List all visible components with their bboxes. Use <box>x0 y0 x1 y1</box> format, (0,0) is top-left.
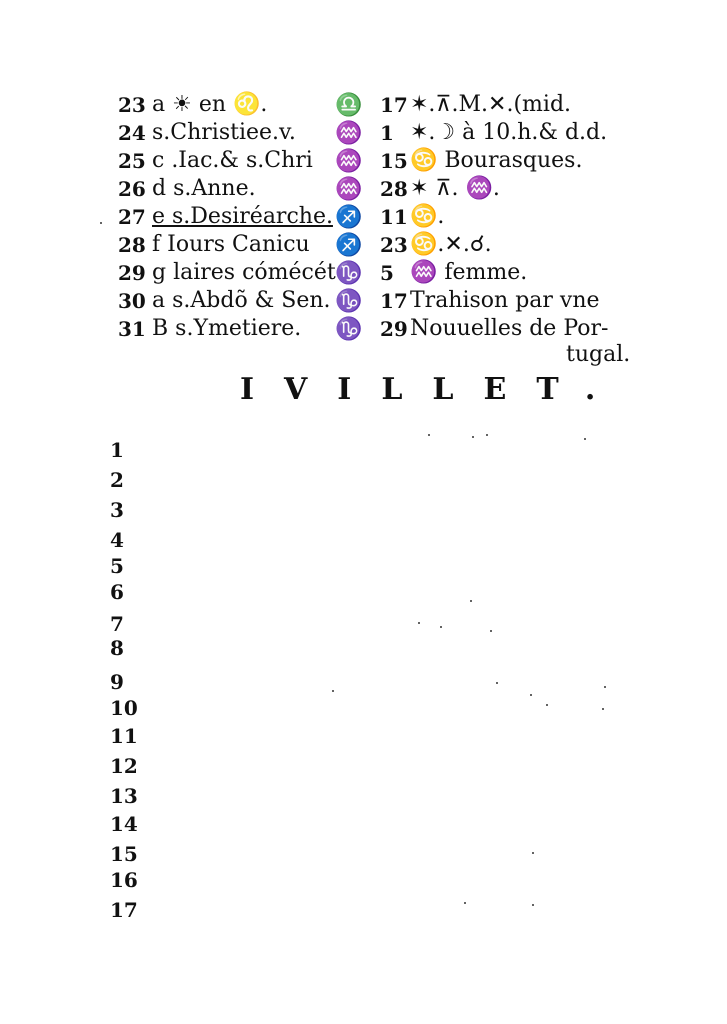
degree-number: 28 <box>380 177 408 201</box>
july-day-number: 17 <box>110 898 138 922</box>
scan-speck <box>532 852 534 854</box>
degree-number: 17 <box>380 289 408 313</box>
zodiac-sign-icon: ♑ <box>335 260 363 286</box>
aspect-text: ✶.☽ à 10.h.& d.d. <box>410 120 608 145</box>
scan-speck <box>428 434 430 436</box>
day-number: 25 <box>118 149 146 173</box>
july-day-number: 10 <box>110 696 138 720</box>
scan-speck <box>464 902 466 904</box>
day-number: 27 <box>118 205 146 229</box>
feast-text: g laires cómécét <box>152 260 336 285</box>
scan-speck <box>604 686 606 688</box>
july-day-number: 8 <box>110 636 124 660</box>
feast-text: B s.Ymetiere. <box>152 316 302 341</box>
calendar-row <box>0 202 727 232</box>
july-day-number: 5 <box>110 554 124 578</box>
calendar-row <box>0 258 727 288</box>
july-day-number: 16 <box>110 868 138 892</box>
feast-text: a s.Abdõ & Sen. <box>152 288 331 313</box>
zodiac-sign-icon: ♑ <box>335 288 363 314</box>
scan-speck <box>496 682 498 684</box>
feast-text: f Iours Canicu <box>152 232 310 257</box>
calendar-row <box>0 118 727 148</box>
july-day-number: 15 <box>110 842 138 866</box>
aspect-text: Trahison par vne <box>410 288 600 313</box>
aspect-text: Nouuelles de Por- <box>410 316 609 341</box>
july-day-number: 1 <box>110 438 124 462</box>
aspect-text: ♋. <box>410 204 445 229</box>
month-title: IVILLET. <box>240 372 626 407</box>
zodiac-sign-icon: ♐ <box>335 204 363 230</box>
scan-speck <box>532 904 534 906</box>
calendar-row <box>0 90 727 120</box>
feast-text: s.Christiee.v. <box>152 120 296 145</box>
degree-number: 1 <box>380 121 394 145</box>
day-number: 24 <box>118 121 146 145</box>
calendar-row <box>0 146 727 176</box>
zodiac-sign-icon: ♒ <box>335 176 363 202</box>
scan-speck <box>602 708 604 710</box>
zodiac-sign-icon: ♎ <box>335 92 363 118</box>
aspect-text: ✶.⊼.M.✕.(mid. <box>410 92 572 117</box>
day-number: 29 <box>118 261 146 285</box>
july-day-number: 12 <box>110 754 138 778</box>
scan-speck <box>100 222 102 224</box>
aspect-text: tugal. <box>566 342 631 367</box>
zodiac-sign-icon: ♒ <box>335 120 363 146</box>
calendar-row <box>0 286 727 316</box>
degree-number: 11 <box>380 205 408 229</box>
calendar-row-continuation <box>0 340 727 370</box>
calendar-row <box>0 174 727 204</box>
degree-number: 29 <box>380 317 408 341</box>
july-day-number: 9 <box>110 670 124 694</box>
day-number: 31 <box>118 317 146 341</box>
scan-speck <box>418 622 420 624</box>
scan-speck <box>490 630 492 632</box>
july-day-number: 11 <box>110 724 138 748</box>
day-number: 28 <box>118 233 146 257</box>
scan-speck <box>530 694 532 696</box>
scan-speck <box>332 690 334 692</box>
day-number: 23 <box>118 93 146 117</box>
day-number: 26 <box>118 177 146 201</box>
calendar-row <box>0 230 727 260</box>
feast-text: d s.Anne. <box>152 176 256 201</box>
july-day-number: 13 <box>110 784 138 808</box>
zodiac-sign-icon: ♐ <box>335 232 363 258</box>
zodiac-sign-icon: ♑ <box>335 316 363 342</box>
degree-number: 5 <box>380 261 394 285</box>
scan-speck <box>584 438 586 440</box>
day-number: 30 <box>118 289 146 313</box>
july-day-number: 6 <box>110 580 124 604</box>
july-day-number: 4 <box>110 528 124 552</box>
july-day-number: 3 <box>110 498 124 522</box>
aspect-text: ♋.✕.☌. <box>410 232 492 257</box>
july-day-number: 2 <box>110 468 124 492</box>
feast-text: a ☀ en ♌. <box>152 92 268 117</box>
july-day-number: 14 <box>110 812 138 836</box>
scan-speck <box>486 434 488 436</box>
scan-speck <box>440 626 442 628</box>
aspect-text: ♋ Bourasques. <box>410 148 583 173</box>
aspect-text: ✶ ⊼. ♒. <box>410 176 500 201</box>
degree-number: 15 <box>380 149 408 173</box>
scan-speck <box>470 600 472 602</box>
degree-number: 17 <box>380 93 408 117</box>
degree-number: 23 <box>380 233 408 257</box>
scan-speck <box>546 704 548 706</box>
feast-text: e s.Desiréarche. <box>152 204 333 229</box>
aspect-text: ♒ femme. <box>410 260 528 285</box>
zodiac-sign-icon: ♒ <box>335 148 363 174</box>
feast-text: c .Iac.& s.Chri <box>152 148 313 173</box>
july-day-number: 7 <box>110 612 124 636</box>
scan-speck <box>472 436 474 438</box>
